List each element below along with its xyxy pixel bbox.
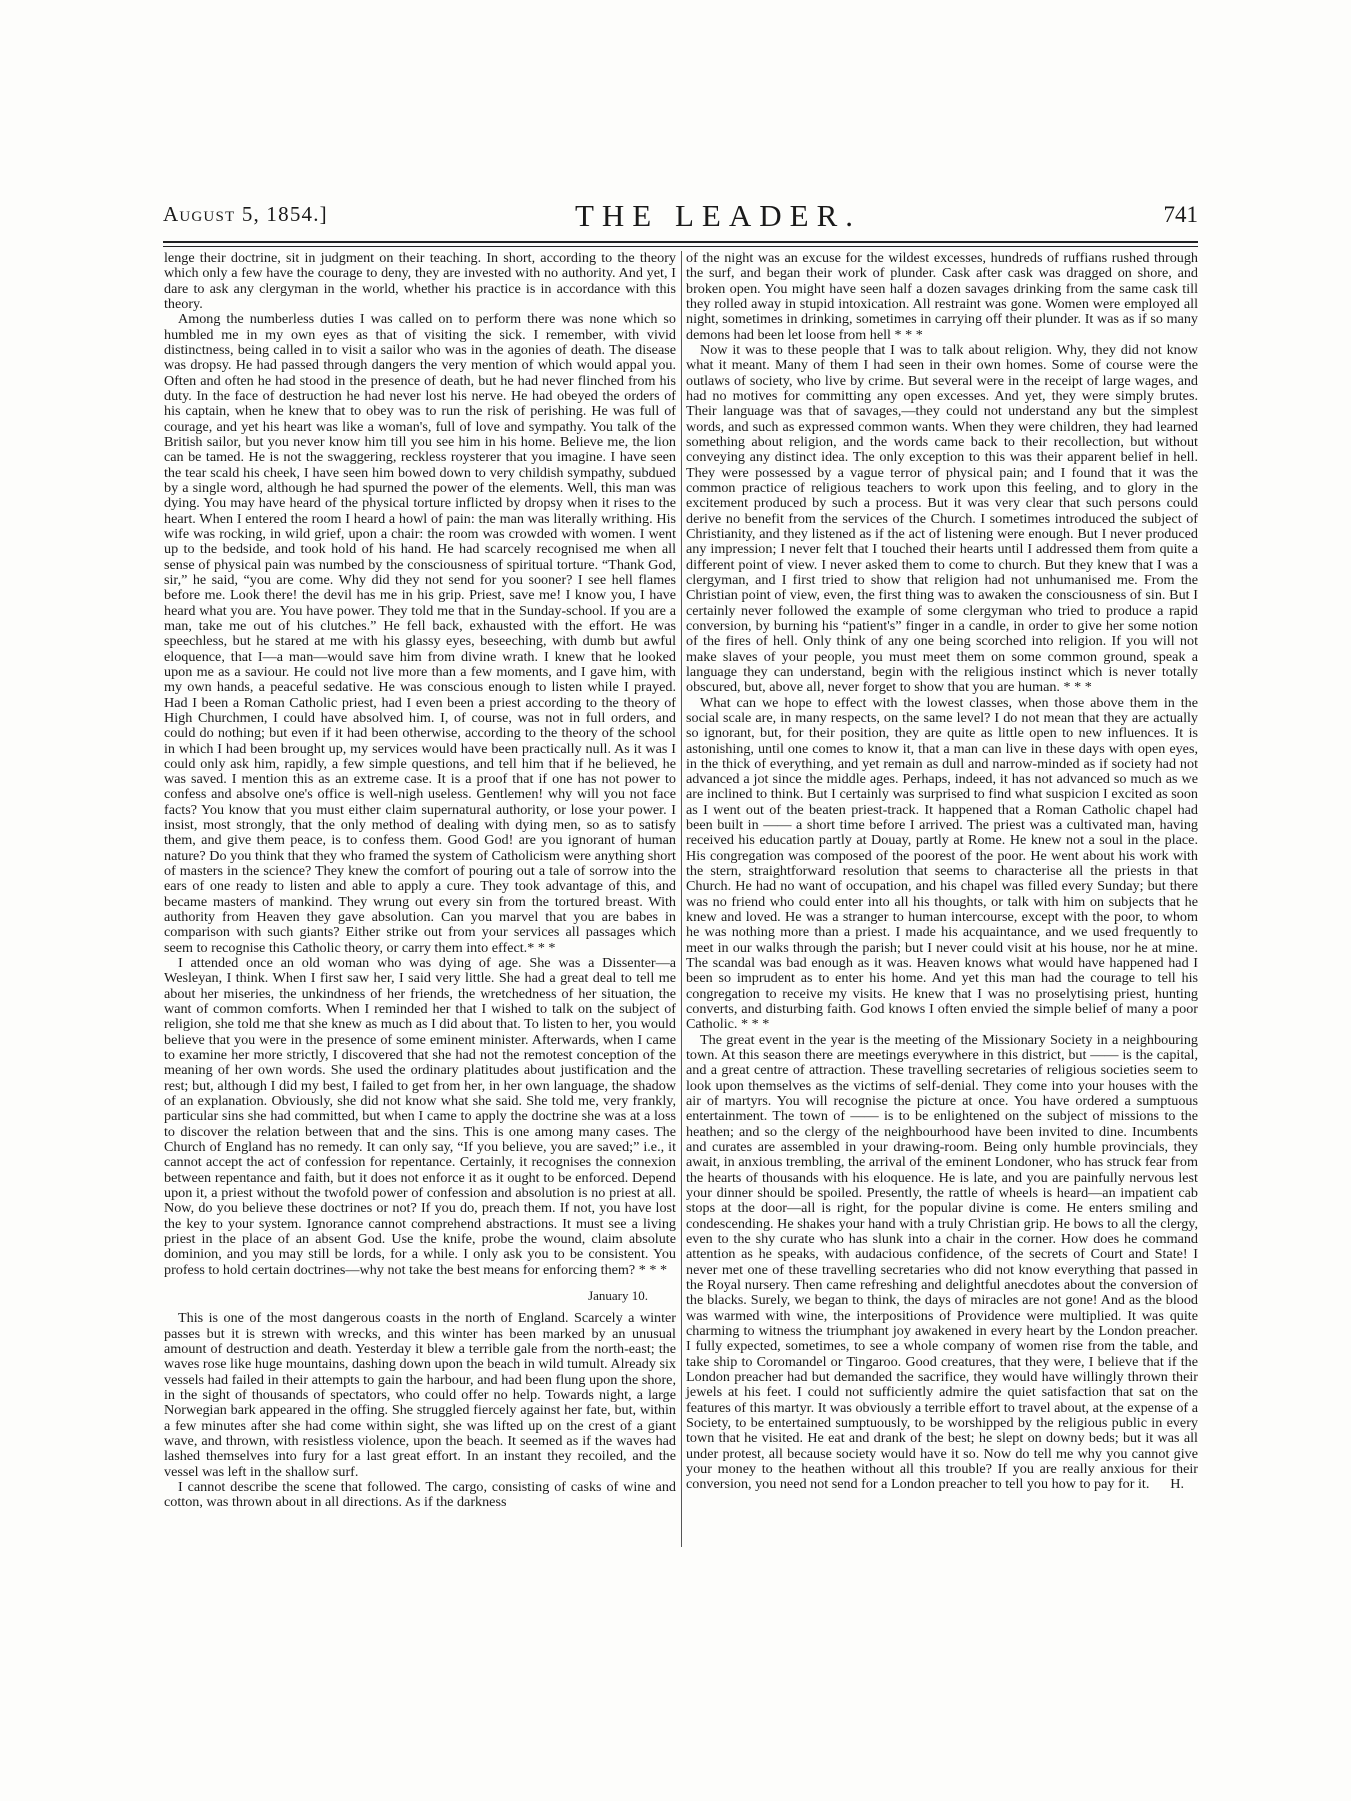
header-rule-thick xyxy=(163,241,1198,243)
paragraph: Among the numberless duties I was called on to perform there was none which so humbled me in my own eyes as that of visiting the sick. I remember, with vivid distinctness, being called in to visit a sailor who was in the agonies of death. The disease was dropsy. He had passed through dangers the very mention of which would appal you. Often and often he had stood in the presence of death, but he had never flinched from his duty. In the face of destruction he had never lost his nerve. He had obeyed the orders of his captain, when he knew that to obey was to run the risk of perishing. He was full of courage, and yet his heart was like a woman's, full of love and sympathy. You talk of the British sailor, but you never know him till you see him in his home. Believe me, the lion can be tamed. He is not the swaggering, reckless roysterer that you imagine. I have seen the tear scald his cheek, I have seen him bowed down to very childish sympathy, subdued by a single word, although he had spurned the power of the elements. Well, this man was dying. You may have heard of the physical torture inflicted by dropsy when it rises to the heart. When I entered the room I heard a howl of pain: the man was literally writhing. His wife was rocking, in wild grief, upon a chair: the room was crowded with women. I went up to the bedside, and took hold of his hand. He had scarcely recognised me when all sense of physical pain was numbed by the consciousness of spiritual torture. “Thank God, sir,” he said, “you are come. Why did they not send for you sooner? I see hell flames before me. Look there! the devil has me in his grip. Priest, save me! I know you, I have heard what you are. You have power. They told me that in the Sunday-school. If you are a man, take me out of his clutches.” He fell back, exhausted with the effort. He was speechless, but he stared at me with his glassy eyes, beseeching, with dumb but awful eloquence, that I—a man—would save him from divine wrath. I knew that he looked upon me as a saviour. He could not live more than a few moments, and I gave him, with my own hands, a peaceful sedative. He was conscious enough to listen while I prayed. Had I been a Roman Catholic priest, had I even been a priest according to the theory of High Churchmen, I could have absolved him. I, of course, was not in full orders, and could do nothing; but even if it had been otherwise, according to the theory of the school in which I had been brought up, my services would have been practically null. As it was I could only ask him, rapidly, a few simple questions, and tell him that if he believed, he was saved. I mention this as an extreme case. It is a proof that if one has not power to confess and absolve one's office is well-nigh useless. Gentlemen! why will you not face facts? You know that you must either claim supernatural authority, or lose your power. I insist, most strongly, that the only method of dealing with dying men, so as to satisfy them, and give them peace, is to confess them. Good God! are you ignorant of human nature? Do you think that they who framed the system of Catholicism were anything short of masters in the science? They knew the comfort of pouring out a tale of sorrow into the ears of one ready to listen and able to apply a cure. They took advantage of this, and became masters of mankind. They wrung out every sin from the tortured breast. With authority from Heaven they gave absolution. Can you marvel that you are babes in comparison with such giants? Either strike out from your services all passages which seem to recognise this Catholic theory, or carry them into effect.* * * xyxy=(164,311,676,956)
right-column xyxy=(686,251,1198,1493)
page-header xyxy=(163,198,1198,238)
paragraph-text: The great event in the year is the meeting of the Missionary Society in a neighbouring town. At this season there are meetings everywhere in this district, but —— is the capital, and a great centre of attraction. These travelling secretaries of religious societies seem to look upon themselves as the victims of self-denial. They come into your houses with the air of martyrs. You will recognise the picture at once. You have ordered a sumptuous entertainment. The town of —— is to be enlightened on the subject of missions to the heathen; and so the clergy of the neighbourhood have been invited to dine. Incumbents and curates are assembled in your drawing-room. Being only humble provincials, they await, in anxious trembling, the arrival of the eminent Londoner, who has struck fear from the hearts of thousands with his eloquence. He is late, and you are painfully nervous lest your dinner should be spoiled. Presently, the rattle of wheels is heard—an impatient cab stops at the door—all is right, for the popular divine is come. He enters smiling and condescending. He shakes your hand with a truly Christian grip. He bows to all the clergy, even to the shy curate who has slunk into a chair in the corner. How does he command attention as he speaks, with audacious confidence, of the secrets of Court and State! I never met one of these travelling secretaries who did not know everything that passed in the Royal nursery. Then came refreshing and delightful anecdotes about the conversion of the blacks. Surely, we began to think, the days of miracles are not gone! And as the blood was warmed with wine, the interpositions of Providence were multiplied. It was quite charming to witness the triumphant joy awakened in every heart by the London preacher. I fully expected, sometimes, to see a whole company of women rise from the table, and take ship to Coromandel or Tingaroo. Good creatures, that they were, I believe that if the London preacher had but demanded the sacrifice, they would have willingly thrown their jewels at his feet. I could not sufficiently admire the quiet satisfaction that sat on the features of this martyr. It was obviously a terrible effort to travel about, at the expense of a Society, to be entertained sumptuously, to be worshipped by the religious public in every town that he visited. He eat and drank of the best; he slept on downy beds; but it was all under protest, all because society would have it so. Now do tell me why you cannot give your money to the heathen without all this trouble? If you are really anxious for their conversion, you need not send for a London preacher to tell you how to pay for it. xyxy=(686,1031,1198,1493)
paragraph: This is one of the most dangerous coasts in the north of England. Scarcely a winter passes but it is strewn with wrecks, and this winter has been marked by an unusual amount of destruction and death. Yesterday it blew a terrible gale from the north-east; the waves rose like huge mountains, dashing down upon the beach in wild tumult. Already six vessels had failed in their attempts to gain the harbour, and had been flung upon the shore, in the sight of thousands of spectators, who could offer no help. Towards night, a large Norwegian bark appeared in the offing. She struggled fiercely against her fate, but, within a few minutes after she had come within sight, she was lifted up on the crest of a giant wave, and thrown, with resistless violence, upon the beach. It seemed as if the waves had lashed themselves into fury for a last great effort. In an instant they recoiled, and the vessel was left in the shallow surf. xyxy=(164,1310,676,1480)
paragraph: I cannot describe the scene that followed. The cargo, consisting of casks of wine and cotton, was thrown about in all directions. As if the darkness xyxy=(164,1478,676,1511)
author-signature: H. xyxy=(1170,1476,1184,1493)
header-rule-thin xyxy=(163,246,1198,247)
left-column xyxy=(164,251,676,1511)
dateline: January 10. xyxy=(588,1287,648,1303)
paragraph: Now it was to these people that I was to talk about religion. Why, they did not know what it meant. Many of them I had seen in their own homes. Some of course were the outlaws of society, who live by crime. But several were in the receipt of large wages, and had no motives for committing any open excesses. And yet, they were simply brutes. Their language was that of savages,—they could not understand any but the simplest words, and such as expressed common wants. When they were children, they had learned something about religion, and the words came back to their recollection, but without conveying any distinct idea. The only exception to this was their apparent belief in hell. They were possessed by a vague terror of physical pain; and I found that it was the common practice of religious teachers to work upon this feeling, and to glory in the excitement produced by such a process. But it was very clear that such persons could derive no benefit from the services of the Church. I sometimes introduced the subject of Christianity, and they listened as if the act of listening were enough. But I never produced any impression; I never felt that I touched their hearts until I addressed them from quite a different point of view. I never asked them to come to church. But they knew that I was a clergyman, and I first tried to show that religion had not unhumanised me. From the Christian point of view, even, the first thing was to awaken the consciousness of sin. But I certainly never followed the example of some clergyman who tried to produce a rapid conversion, by burning his “patient's” finger in a candle, in order to give her some notion of the fires of hell. Only think of any one being scorched into religion. If you will not make slaves of your people, you must meet them on some common ground, speak a language they can understand, begin with the religious instinct which is never totally obscured, but, above all, never forget to show that you are human. * * * xyxy=(686,341,1198,696)
paragraph: I attended once an old woman who was dying of age. She was a Dissenter—a Wesleyan, I think. When I first saw her, I said very little. She had a great deal to tell me about her miseries, the unkindness of her friends, the wretchedness of her situation, the want of common comforts. When I reminded her that I wished to talk on the subject of religion, she told me that she knew as much as I did about that. To listen to her, you would believe that you were in the presence of some eminent minister. Afterwards, when I came to examine her more strictly, I discovered that she had not the remotest conception of the meaning of her own words. She used the ordinary platitudes about justification and the rest; but, although I did my best, I failed to get from her, in her own language, the shadow of an explanation. Obviously, she did not know what she said. She told me, very frankly, particular sins she had committed, but when I came to apply the doctrine she was at a loss to discover the relation between that and the sins. This is one among many cases. The Church of England has no remedy. It can only say, “If you believe, you are saved;” i.e., it cannot accept the act of confession for repentance. Certainly, it recognises the connexion between repentance and faith, but it does not enforce it as it ought to be enforced. Depend upon it, a priest without the twofold power of confession and absolution is no priest at all. Now, do you believe these doctrines or not? If you do, preach them. If not, you have lost the key to your system. Ignorance cannot comprehend abstractions. It must see a living priest in the place of an absent God. Use the knife, probe the wound, claim absolute dominion, and you may still be lords, for a while. I only ask you to be consistent. You profess to hold certain doctrines—why not take the best means for enforcing them? * * * xyxy=(164,955,676,1278)
paragraph: of the night was an excuse for the wildest excesses, hundreds of ruffians rushed through the surf, and began their work of plunder. Cask after cask was dragged on shore, and broken open. You might have seen half a dozen savages drinking from the same cask till they rolled away in stupid intoxication. All restraint was gone. Women were employed all night, sometimes in drinking, sometimes in carrying off their plunder. It was as if so many demons had been let loose from hell * * * xyxy=(686,250,1198,343)
masthead-title: THE LEADER. xyxy=(574,198,862,233)
issue-date: August 5, 1854.] xyxy=(163,202,328,226)
paragraph xyxy=(686,1033,1198,1493)
paragraph: What can we hope to effect with the lowest classes, when those above them in the social scale are, in many respects, on the same level? I do not mean that they are actually so ignorant, but, for their position, they are quite as little open to new influences. It is astonishing, until one comes to know it, that a man can live in these days with open eyes, in the thick of everything, and yet remain as dull and narrow-minded as if society had not advanced a jot since the middle ages. Perhaps, indeed, it has not advanced so much as we are inclined to think. But I certainly was surprised to find what suspicion I excited as soon as I went out of the beaten priest-track. It happened that a Roman Catholic chapel had been built in —— a short time before I arrived. The priest was a cultivated man, having received his education partly at Douay, partly at Rome. He knew not a soul in the place. His congregation was composed of the poorest of the poor. He went about his work with the stern, straightforward resolution that seems to characterise all the priests in that Church. He had no want of occupation, and his chapel was filled every Sunday; but there was no friend who could enter into all his thoughts, or talk with him on subjects that he knew and loved. He was a stranger to human intercourse, except with the poor, to whom he was nothing more than a priest. I made his acquaintance, and we used frequently to meet in our walks through the parish; but I never could visit at his house, nor he at mine. The scandal was bad enough as it was. Heaven knows what would have happened had I been so imprudent as to enter his home. And yet this man had the courage to tell his congregation to receive my visits. He knew that I was no proselytising priest, hunting converts, and disturbing faith. God knows I often envied the simple belief of many a poor Catholic. * * * xyxy=(686,694,1198,1033)
page-number: 741 xyxy=(1163,202,1198,227)
paragraph: lenge their doctrine, sit in judgment on their teaching. In short, according to the theory which only a few have the courage to deny, they are invested with no authority. And yet, I dare to ask any clergyman in the world, whether his practice is in accordance with this theory. xyxy=(164,250,676,312)
column-divider xyxy=(681,251,682,1547)
